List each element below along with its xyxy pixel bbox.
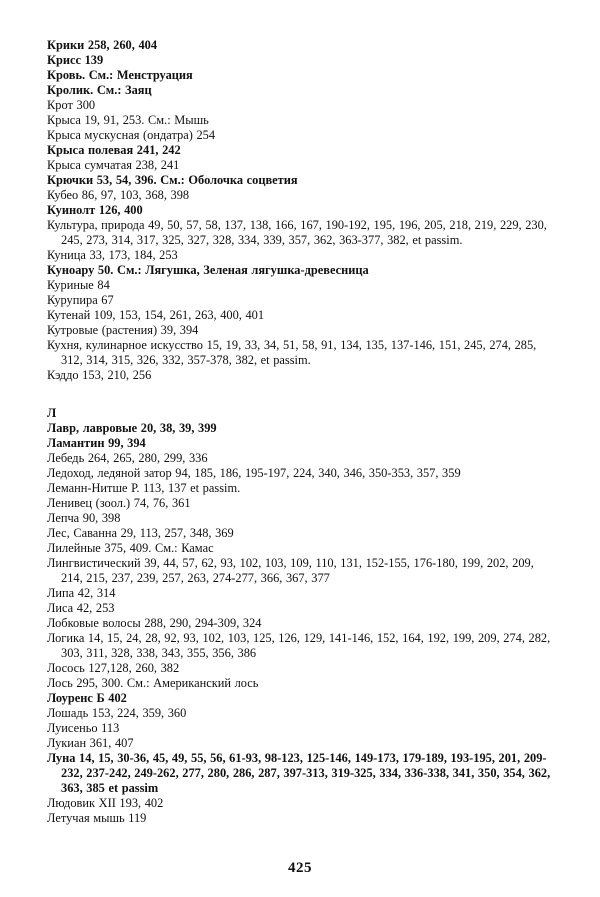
index-entry: Крыса 19, 91, 253. См.: Мышь [47, 113, 209, 127]
index-entry: Лиса 42, 253 [47, 601, 115, 615]
index-entry: Куинолт 126, 400 [47, 203, 143, 217]
index-entry: Людовик XII 193, 402 [47, 796, 164, 810]
index-entry: Луна 14, 15, 30-36, 45, 49, 55, 56, 61-93, 98-123, 125-146, 149-173, 179-189, 193-195, 201, 209-232, 237-242, 249-262, 277, 280, 286, 287, 397-313, 319-325, 334, 336-338, 341, 350, 354, 362, 363, 385 et passim [47, 751, 551, 795]
index-entry: Лось 295, 300. См.: Американский лось [47, 676, 259, 690]
page-number: 425 [288, 860, 312, 876]
index-entry: Кухня, кулинарное искусство 15, 19, 33, 34, 51, 58, 91, 134, 135, 137-146, 151, 245, 274, 285, 312, 314, 315, 326, 332, 357-378, 382, et passim. [47, 338, 537, 367]
index-entry: Куница 33, 173, 184, 253 [47, 248, 178, 262]
index-entry: Лебедь 264, 265, 280, 299, 336 [47, 451, 208, 465]
index-entry: Лилейные 375, 409. См.: Камас [47, 541, 214, 555]
index-entry: Кэддо 153, 210, 256 [47, 368, 152, 382]
index-entry: Лес, Саванна 29, 113, 257, 348, 369 [47, 526, 234, 540]
index-entry: Куриные 84 [47, 278, 110, 292]
index-entry: Крот 300 [47, 98, 96, 112]
index-entry: Лепча 90, 398 [47, 511, 121, 525]
index-entry: Лингвистический 39, 44, 57, 62, 93, 102, 103, 109, 110, 131, 152-155, 176-180, 199, 202, 209, 214, 215, 237, 239, 257, 263, 274-277, 366, 367, 377 [47, 556, 534, 585]
index-entry: Кутенай 109, 153, 154, 261, 263, 400, 401 [47, 308, 265, 322]
index-entry: Крыса мускусная (ондатра) 254 [47, 128, 216, 142]
index-section-l [47, 406, 557, 826]
index-entry: Лавр, лавровые 20, 38, 39, 399 [47, 421, 217, 435]
index-entry: Кровь. См.: Менструация [47, 68, 193, 82]
index-entry: Крыса полевая 241, 242 [47, 143, 181, 157]
index-entry: Луисеньо 113 [47, 721, 120, 735]
index-entry: Лошадь 153, 224, 359, 360 [47, 706, 187, 720]
index-entry: Лукиан 361, 407 [47, 736, 134, 750]
index-entry: Летучая мышь 119 [47, 811, 147, 825]
index-entry: Куноару 50. См.: Лягушка, Зеленая лягушка-древесница [47, 263, 369, 277]
index-section-k [47, 38, 557, 383]
index-entry: Липа 42, 314 [47, 586, 116, 600]
index-entry: Курупира 67 [47, 293, 114, 307]
index-entry: Крики 258, 260, 404 [47, 38, 158, 52]
index-entry: Ледоход, ледяной затор 94, 185, 186, 195-197, 224, 340, 346, 350-353, 357, 359 [47, 466, 461, 480]
index-entry: Логика 14, 15, 24, 28, 92, 93, 102, 103, 125, 126, 129, 141-146, 152, 164, 192, 199, 209, 274, 282, 303, 311, 328, 338, 343, 355, 356, 386 [47, 631, 551, 660]
index-entry: Лобковые волосы 288, 290, 294-309, 324 [47, 616, 262, 630]
index-entry: Ламантин 99, 394 [47, 436, 146, 450]
index-entry: Кутровые (растения) 39, 394 [47, 323, 199, 337]
index-entry: Культура, природа 49, 50, 57, 58, 137, 138, 166, 167, 190-192, 195, 196, 205, 218, 219, 229, 230, 245, 273, 314, 317, 325, 327, 328, 334, 339, 357, 362, 363-377, 382, et passim. [47, 218, 547, 247]
index-entry: Лосось 127,128, 260, 382 [47, 661, 180, 675]
index-entry: Крючки 53, 54, 396. См.: Оболочка соцветия [47, 173, 298, 187]
index-entry: Крисс 139 [47, 53, 104, 67]
index-entry: Леманн-Нитше Р. 113, 137 et passim. [47, 481, 241, 495]
section-letter-heading: Л [47, 406, 57, 420]
index-entry: Кролик. См.: Заяц [47, 83, 152, 97]
index-entry: Крыса сумчатая 238, 241 [47, 158, 180, 172]
index-entry: Кубео 86, 97, 103, 368, 398 [47, 188, 190, 202]
index-entry: Лоуренс Б 402 [47, 691, 127, 705]
index-entry: Ленивец (зоол.) 74, 76, 361 [47, 496, 191, 510]
